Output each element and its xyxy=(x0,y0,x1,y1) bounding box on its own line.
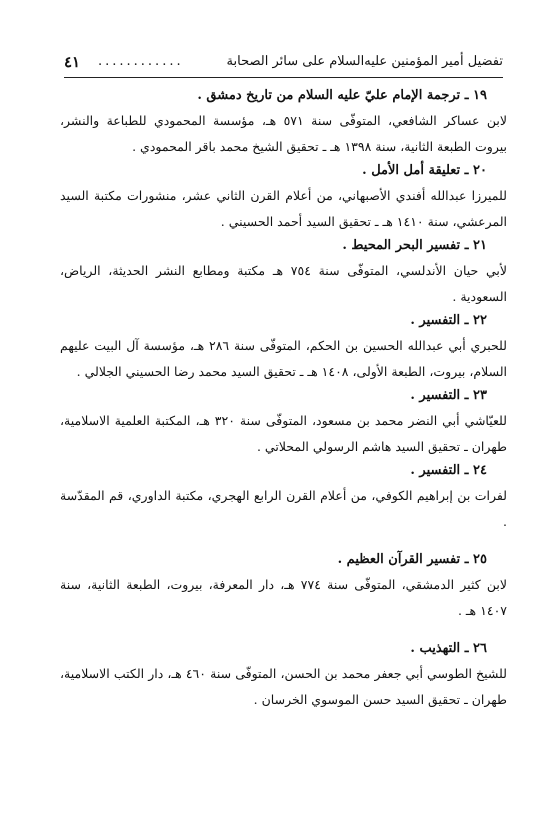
paragraph-gap xyxy=(60,534,509,548)
entry-body: للحبري أبي عبدالله الحسين بن الحكم، المتوفّى سنة ٢٨٦ هـ، مؤسسة آل البيت عليهم السلام، بيروت، الطبعة الأولى، ١٤٠٨ هـ ـ تحقيق السيد محمد رضا الحسيني الجلالي . xyxy=(60,338,507,379)
header-rule xyxy=(64,77,503,78)
entry-title: ٢٣ ـ التفسير . xyxy=(410,388,487,403)
paragraph-gap xyxy=(60,623,509,637)
running-header xyxy=(64,50,503,74)
entry-body: لابن عساكر الشافعي، المتوفّى سنة ٥٧١ هـ، مؤسسة المحمودي للطباعة والنشر، بيروت الطبعة الثانية، سنة ١٣٩٨ هـ ـ تحقيق الشيخ محمد باقر المحمودي . xyxy=(60,113,507,154)
bibliography-entry xyxy=(60,234,509,309)
running-header-leader-dots: ............ xyxy=(98,54,184,69)
page-number: ٤١ xyxy=(64,53,81,71)
entry-title: ٢١ ـ تفسير البحر المحيط . xyxy=(342,238,487,253)
bibliography-entry xyxy=(60,384,509,459)
bibliography-entry xyxy=(60,309,509,384)
bibliography-entry xyxy=(60,459,509,534)
entry-title: ٢٢ ـ التفسير . xyxy=(410,313,487,328)
entry-body: لأبي حيان الأندلسي، المتوفّى سنة ٧٥٤ هـ مكتبة ومطابع النشر الحديثة، الرياض، السعودية . xyxy=(60,263,508,304)
bibliography-list xyxy=(60,84,509,712)
entry-body: للعيّاشي أبي النضر محمد بن مسعود، المتوفّى سنة ٣٢٠ هـ، المكتبة العلمية الاسلامية، طهران ـ تحقيق السيد هاشم الرسولي المحلاتي . xyxy=(60,413,507,454)
bibliography-entry xyxy=(60,159,509,234)
entry-body: لابن كثير الدمشقي، المتوفّى سنة ٧٧٤ هـ، دار المعرفة، بيروت، الطبعة الثانية، سنة ١٤٠٧ هـ . xyxy=(60,577,507,618)
entry-title: ٢٤ ـ التفسير . xyxy=(410,463,487,478)
entry-title: ٢٠ ـ تعليقة أمل الأمل . xyxy=(362,163,487,178)
running-header-title: تفضيل أمير المؤمنين عليه‌السلام على سائر الصحابة xyxy=(226,54,503,69)
bibliography-entry xyxy=(60,548,509,623)
entry-title: ٢٥ ـ تفسير القرآن العظيم . xyxy=(337,552,487,567)
entry-body: للشيخ الطوسي أبي جعفر محمد بن الحسن، المتوفّى سنة ٤٦٠ هـ، دار الكتب الاسلامية، طهران ـ تحقيق السيد حسن الموسوي الخرسان . xyxy=(60,666,507,707)
entry-title: ٢٦ ـ التهذيب . xyxy=(410,641,487,656)
bibliography-entry xyxy=(60,84,509,159)
entry-title: ١٩ ـ ترجمة الإمام عليّ عليه السلام من تاريخ دمشق . xyxy=(197,88,487,103)
bibliography-entry xyxy=(60,637,509,712)
entry-body: للميرزا عبدالله أفندي الأصبهاني، من أعلام القرن الثاني عشر، منشورات مكتبة السيد المرعشي، سنة ١٤١٠ هـ ـ تحقيق السيد أحمد الحسيني . xyxy=(60,188,507,229)
entry-body: لفرات بن إبراهيم الكوفي، من أعلام القرن الرابع الهجري، مكتبة الداوري، قم المقدّسة . xyxy=(60,488,507,529)
